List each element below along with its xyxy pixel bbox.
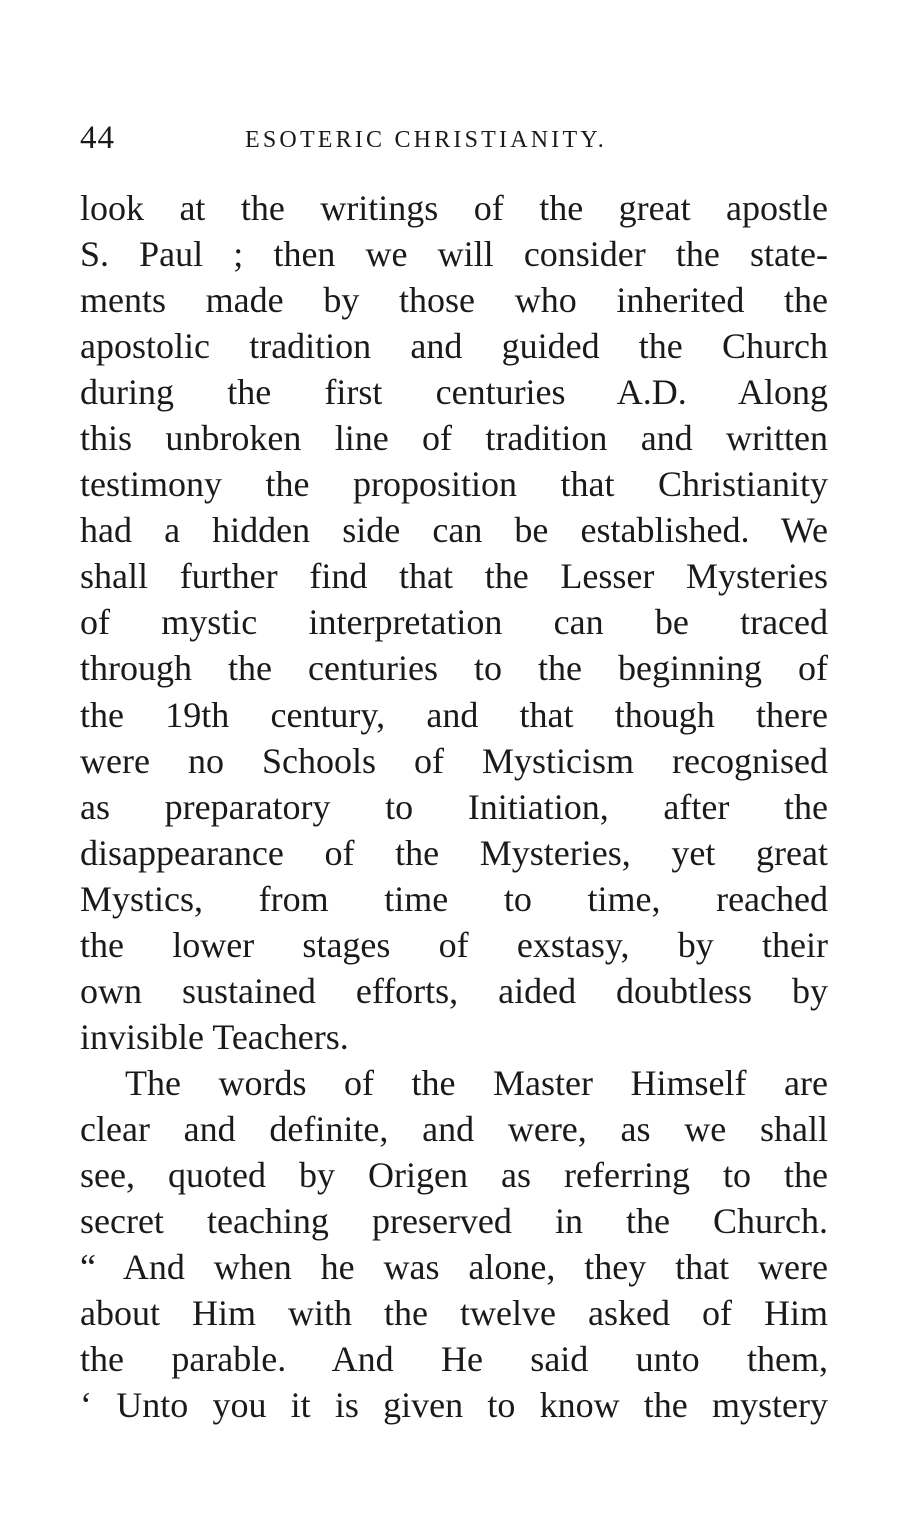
text-line: own sustained efforts, aided doubtless by [80,970,828,1011]
text-line: the parable. And He said unto them, [80,1339,828,1380]
text-line: the 19th century, and that though there [80,694,828,735]
text-line: during the first centuries A.D. Along [80,372,828,413]
text-line: ‘ Unto you it is given to know the mystery [80,1385,828,1426]
text-line: invisible Teachers. [80,1016,349,1057]
text-line: through the centuries to the beginning of [80,648,828,689]
text-line: “ And when he was alone, they that were [80,1247,828,1288]
text-line: disappearance of the Mysteries, yet great [80,832,828,873]
text-line: ments made by those who inherited the [80,280,828,321]
text-line: Mystics, from time to time, reached [80,878,828,919]
text-line: this unbroken line of tradition and written [80,418,828,459]
text-line: testimony the proposition that Christianity [80,464,828,505]
text-line: clear and definite, and were, as we shall [80,1108,828,1149]
text-line: the lower stages of exstasy, by their [80,924,828,965]
text-line: The words of the Master Himself are [125,1062,828,1103]
text-line: secret teaching preserved in the Church. [80,1201,828,1242]
text-line: of mystic interpretation can be traced [80,602,828,643]
page-number: 44 [80,120,115,156]
text-line: S. Paul ; then we will consider the state- [80,234,828,275]
text-line: about Him with the twelve asked of Him [80,1293,828,1334]
text-line: look at the writings of the great apostle [80,188,828,228]
text-line: had a hidden side can be established. We [80,510,828,551]
text-line: shall further find that the Lesser Mysteries [80,556,828,597]
text-line: apostolic tradition and guided the Church [80,326,828,367]
page-header [80,118,840,158]
text-line: were no Schools of Mysticism recognised [80,740,828,781]
running-title: ESOTERIC CHRISTIANITY. [245,127,607,153]
text-line: as preparatory to Initiation, after the [80,786,828,827]
text-line: see, quoted by Origen as referring to the [80,1154,828,1195]
body-text [80,185,828,1428]
